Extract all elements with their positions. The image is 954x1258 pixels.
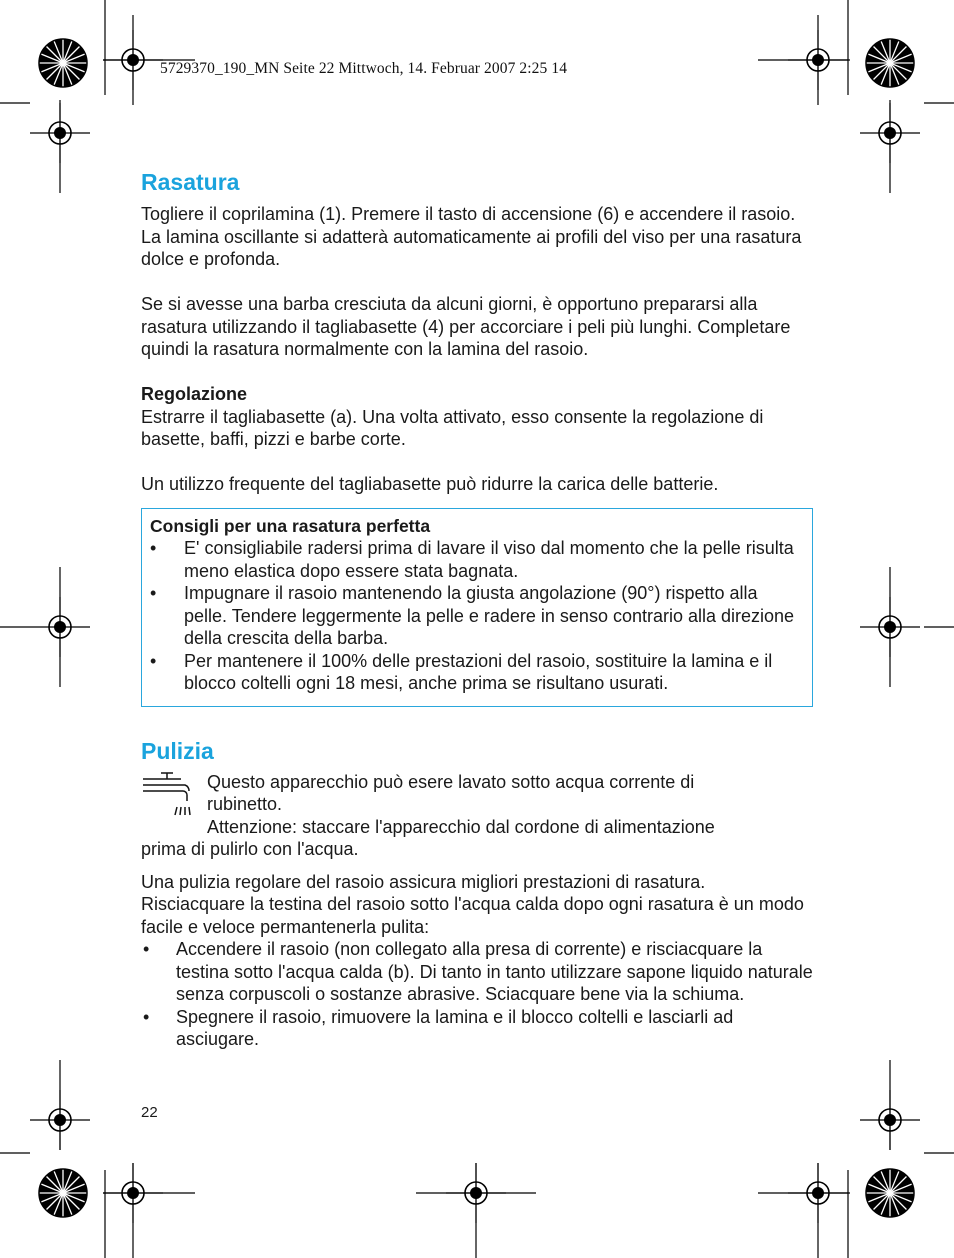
pulizia-paragraph-2: Una pulizia regolare del rasoio assicura migliori prestazioni di rasatura. Risciacquare la testina del rasoio sotto l'acqua calda dopo ogni rasatura è un modo facile e veloce permantenerla pulita: (141, 871, 804, 937)
list-item: • Impugnare il rasoio mantenendo la giusta angolazione (90°) rispetto alla pelle. Tendere leggermente la pelle e radere in senso contrario alla direzione della crescita della barba. (150, 583, 795, 648)
page-number: 22 (141, 1104, 158, 1121)
tips-box-title: Consigli per una rasatura perfetta (150, 515, 431, 536)
tips-list (150, 537, 800, 695)
bullet-icon: • (143, 1006, 150, 1027)
star-mark-top-right (866, 39, 914, 87)
rinse-line-4: prima di pulirlo con l'acqua. (141, 839, 359, 859)
battery-note-paragraph: Un utilizzo frequente del tagliabasette può ridurre la carica delle batterie. (141, 474, 719, 494)
list-item: • Per mantenere il 100% delle prestazioni del rasoio, sostituire la lamina e il blocco coltelli ogni 18 mesi, anche prima se risultano usurati. (150, 650, 773, 693)
star-mark-top-left (39, 39, 87, 87)
water-tap-icon (141, 771, 191, 821)
cleaning-steps-list (141, 938, 813, 1051)
subsection-title-regolazione: Regolazione (141, 384, 248, 404)
regolazione-paragraph: Estrarre il tagliabasette (a). Una volta attivato, esso consente la regolazione di basette, baffi, pizzi e barbe corte. (141, 406, 764, 449)
main-content (141, 168, 813, 1051)
section-title-rasatura: Rasatura (141, 169, 240, 195)
bullet-icon: • (150, 583, 157, 603)
rinse-line-2: rubinetto. (207, 794, 283, 814)
list-item: • Spegnere il rasoio, rimuovere la lamina e il blocco coltelli e lasciarli ad asciugare. (143, 1006, 734, 1049)
rinse-line-1: Questo apparecchio può esere lavato sotto acqua corrente di (207, 771, 695, 792)
print-slug: 5729370_190_MN Seite 22 Mittwoch, 14. Februar 2007 2:25 14 (160, 60, 568, 77)
bullet-icon: • (143, 939, 150, 959)
bullet-icon: • (150, 538, 157, 558)
rasatura-paragraph-1: Togliere il coprilamina (1). Premere il tasto di accensione (6) e accendere il rasoio. La lamina oscillante si adatterà automaticamente ai profili del viso per una rasatura dolce e profonda. (141, 204, 802, 269)
rasatura-paragraph-2: Se si avesse una barba cresciuta da alcuni giorni, è opportuno prepararsi alla rasatura utilizzando il tagliabasette (4) per accorciare i peli più lunghi. Completare quindi la rasatura normalmente con la lamina del rasoio. (141, 294, 791, 359)
rinse-note (141, 771, 813, 861)
tips-box (141, 508, 813, 707)
section-title-pulizia: Pulizia (141, 737, 214, 764)
list-item: • Accendere il rasoio (non collegato alla presa di corrente) e risciacquare la testina sotto l'acqua calda (b). Di tanto in tanto utilizzare sapone liquido naturale senza corpuscoli o sostanze abrasive. Sciacquare bene via la schiuma. (143, 939, 813, 1004)
star-mark-bottom-right (866, 1169, 914, 1217)
star-mark-bottom-left (39, 1169, 87, 1217)
rinse-line-3: Attenzione: staccare l'apparecchio dal cordone di alimentazione (207, 816, 715, 837)
list-item: • E' consigliabile radersi prima di lavare il viso dal momento che la pelle risulta meno elastica dopo essere stata bagnata. (150, 538, 794, 581)
bullet-icon: • (150, 650, 157, 671)
